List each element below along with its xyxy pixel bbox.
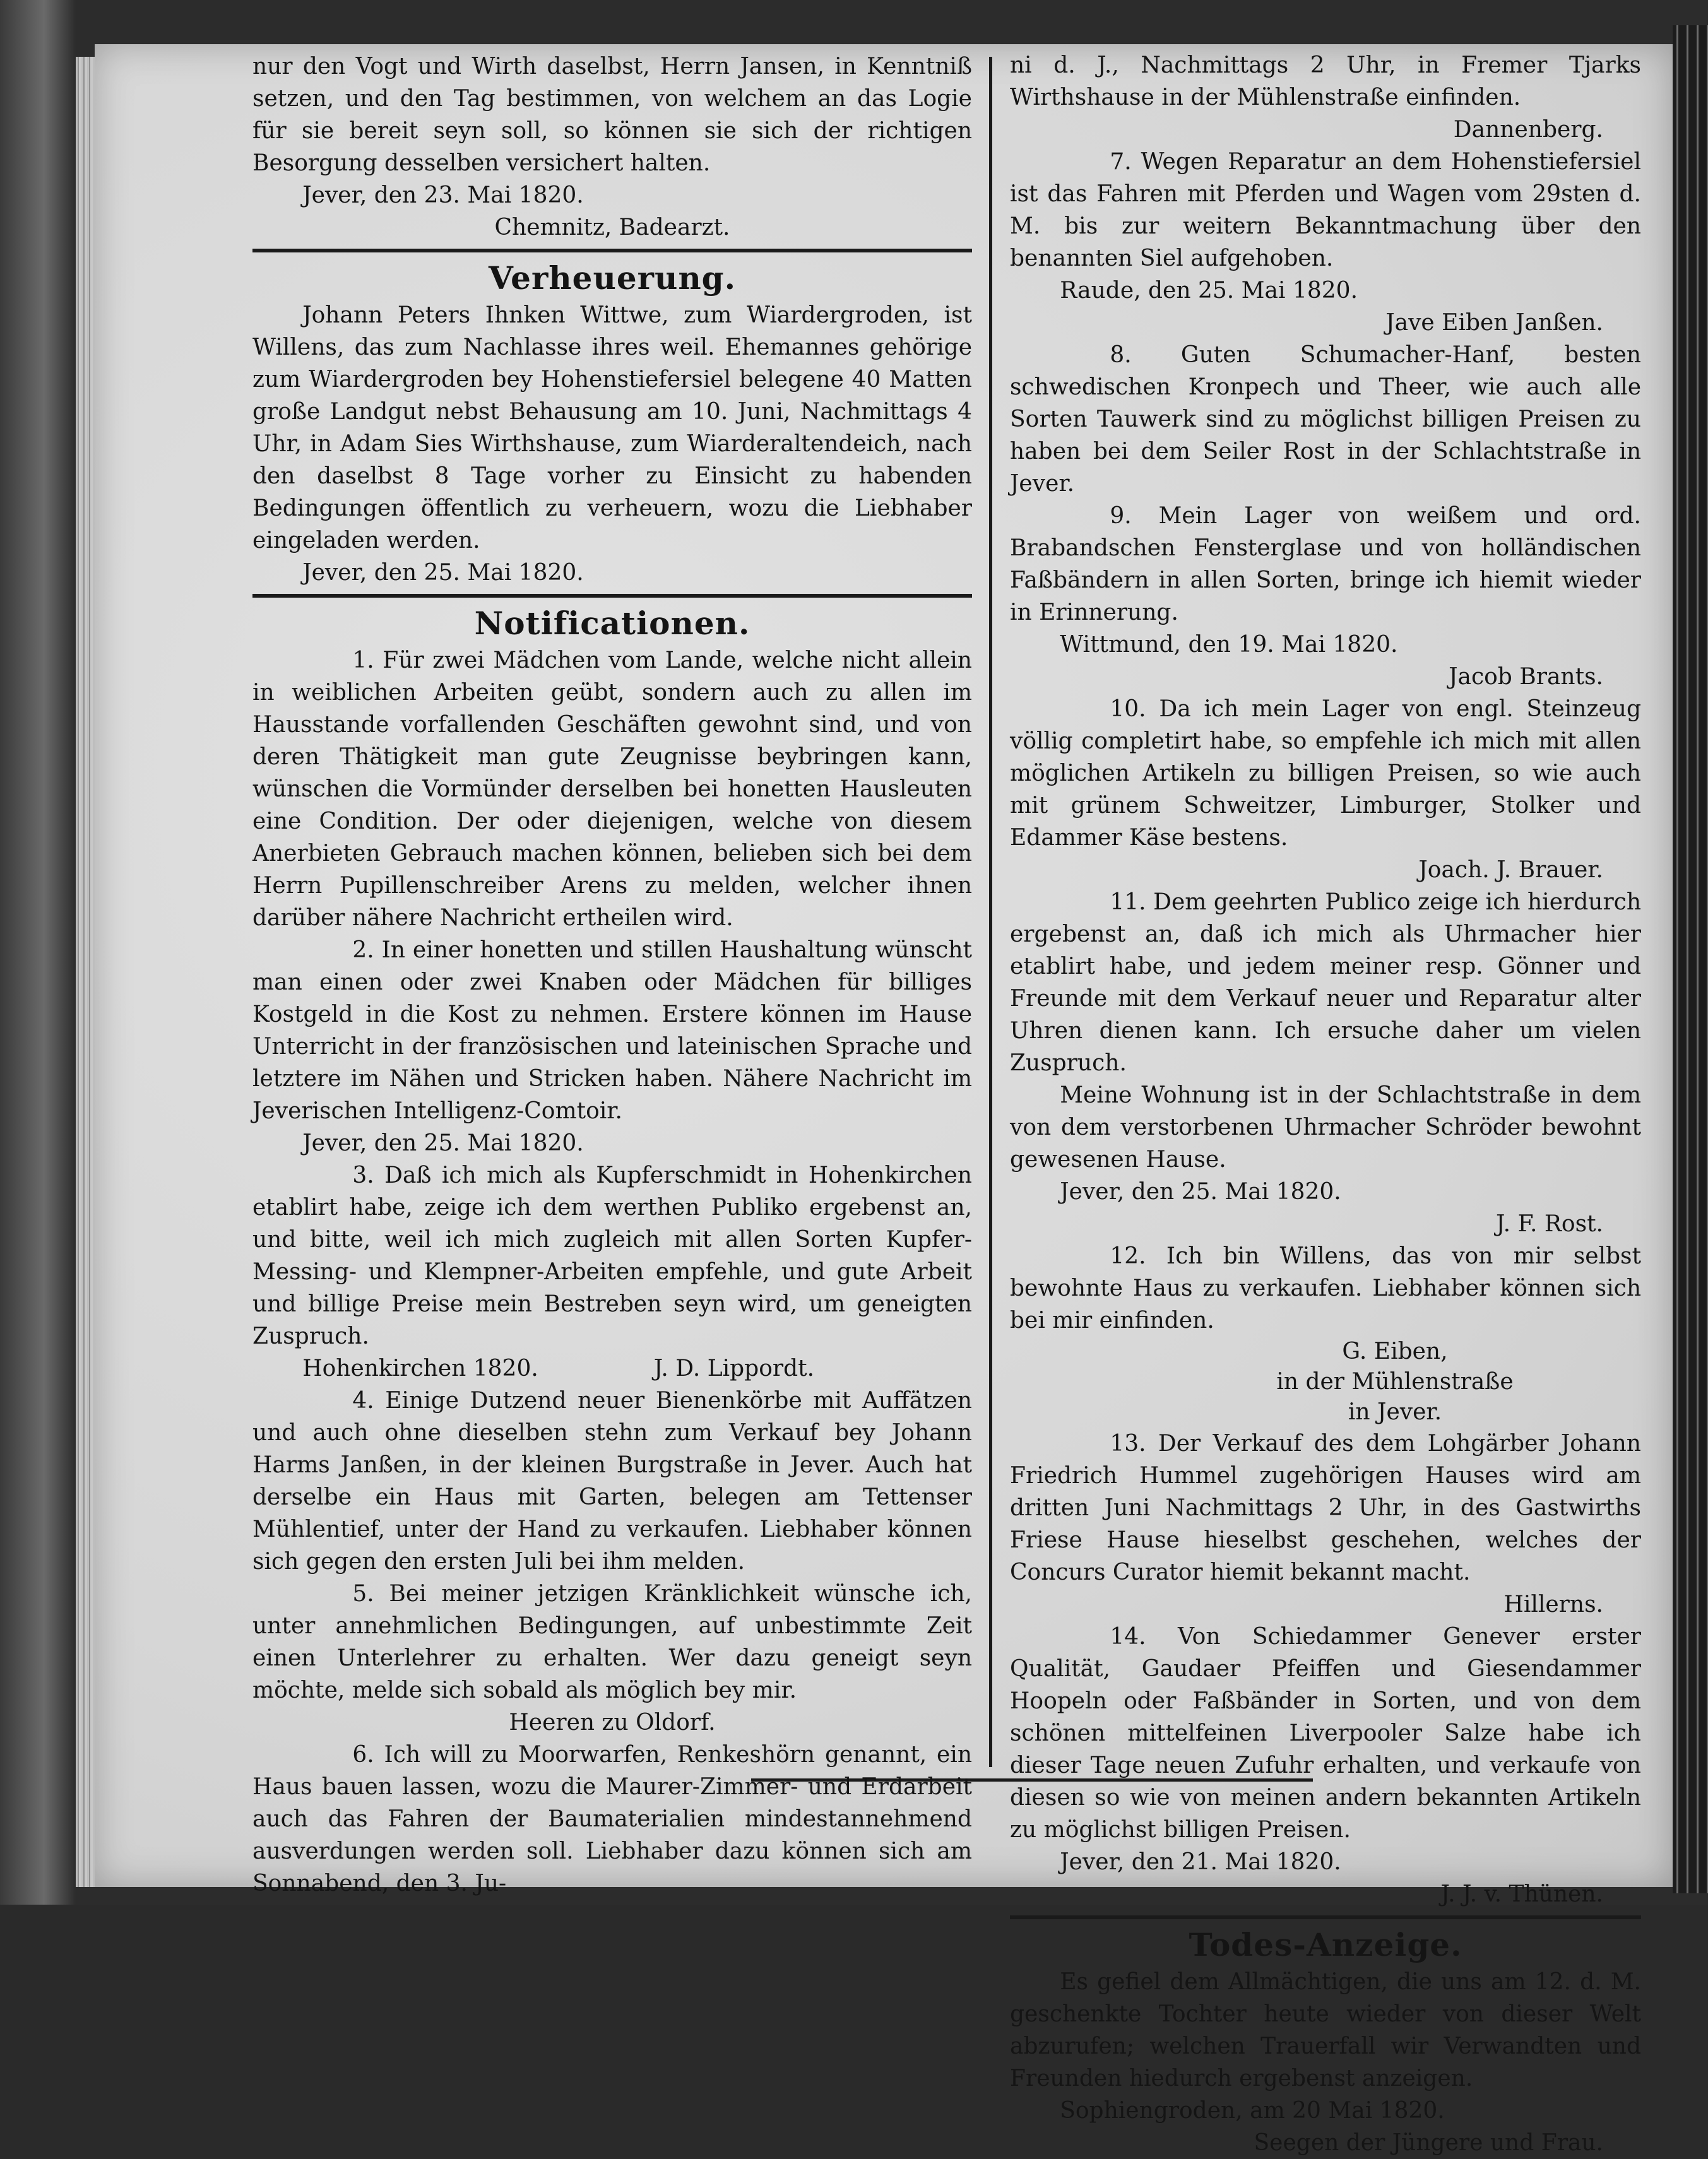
notice-3 <box>252 1159 972 1352</box>
notice-number: 2. <box>352 937 374 963</box>
notice-number: 1. <box>352 648 374 673</box>
notice-signature: J. J. v. Thünen. <box>1440 1881 1603 1907</box>
notice-signature-street: in der Mühlenstraße <box>1276 1369 1514 1395</box>
notice-5 <box>252 1578 972 1706</box>
notice-number: 11. <box>1110 889 1146 915</box>
section-rule <box>252 249 972 252</box>
notice-text: Wegen Reparatur an dem Hohenstiefersiel ist das Fahren mit Pferden und Wagen vom 29sten d. M. bis zur weitern Bekanntmachung über den benannten Siel aufgehoben. <box>1010 149 1641 271</box>
notice-number: 4. <box>352 1388 374 1414</box>
notice-4 <box>252 1385 972 1578</box>
notice-number: 10. <box>1110 696 1146 722</box>
notice-1 <box>252 644 972 934</box>
verheuerung-heading: Verheuerung. <box>488 259 737 297</box>
notice-text: Guten Schumacher-Hanf, besten schwedischen Kronpech und Theer, wie auch alle Sorten Tauwerk sind zu möglichst billigen Preisen zu haben bei dem Seiler Rost in der Schlachtstraße in Jever. <box>1010 342 1641 497</box>
notice-date-and-sign <box>252 1352 972 1385</box>
notice-signature: Jave Eiben Janßen. <box>1385 310 1603 336</box>
notifications-heading: Notificationen. <box>474 605 750 642</box>
notice-text: Einige Dutzend neuer Bienenkörbe mit Auffätzen und auch ohne dieselben stehn zum Verkauf bey Johann Harms Janßen, in der kleinen Burgstraße in Jever. Auch hat derselbe ein Haus mit Garten, belegen am Tettenser Mühlentief, unter der Hand zu verkaufen. Liebhaber können sich gegen den ersten Juli bei ihm melden. <box>252 1388 972 1575</box>
notice-signature: J. D. Lippordt. <box>653 1356 815 1381</box>
notice-text: Für zwei Mädchen vom Lande, welche nicht allein in weiblichen Arbeiten geübt, sondern auch zu allen im Hausstande vorfallenden Geschäften gewohnt sind, und von deren Thätigkeit man gute Zeugnisse beybringen kann, wünschen die Vormünder derselben bei honetten Hausleuten eine Condition. Der oder diejenigen, welche von diesem Anerbieten Gebrauch machen können, belieben sich bei dem Herrn Pupillenschreiber Arens zu melden, welcher ihnen darüber nähere Nachricht ertheilen wird. <box>252 648 972 931</box>
notice-9 <box>1010 500 1641 629</box>
notice-text: Bei meiner jetzigen Kränklichkeit wünsche ich, unter annehmlichen Bedingungen, auf unbestimmte Zeit einen Unterlehrer zu erhalten. Wer dazu geneigt seyn möchte, melde sich sobald als möglich bey mir. <box>252 1581 972 1703</box>
notice-number: 8. <box>1110 342 1132 368</box>
notice-signature: J. F. Rost. <box>1496 1211 1603 1237</box>
notice-date: Hohenkirchen 1820. <box>302 1356 538 1381</box>
notice-signature: Heeren zu Oldorf. <box>509 1710 716 1736</box>
notice-text: Ich bin Willens, das von mir selbst bewohnte Haus zu verkaufen. Liebhaber können sich bei mir einfinden. <box>1010 1243 1641 1334</box>
notice-signature-town: in Jever. <box>1348 1399 1442 1425</box>
notice-number: 6. <box>352 1742 374 1768</box>
notice-text: Da ich mein Lager von engl. Steinzeug völlig completirt habe, so empfehle ich mich mit allen möglichen Artikeln zu billigen Preisen, so wie auch mit grünem Schweitzer, Limburger, Stolker und Edammer Käse bestens. <box>1010 696 1641 851</box>
left-column <box>252 50 972 1900</box>
notice-7 <box>1010 146 1641 275</box>
top-note-signature: Chemnitz, Badearzt. <box>494 215 730 240</box>
notice-8 <box>1010 339 1641 500</box>
notice-signature: Joach. J. Brauer. <box>1418 857 1603 883</box>
notice-number: 14. <box>1110 1624 1146 1650</box>
notice-number: 9. <box>1110 503 1132 529</box>
notice-date: Jever, den 25. Mai 1820. <box>1060 1179 1341 1205</box>
notice-date: Jever, den 21. Mai 1820. <box>1060 1849 1341 1875</box>
top-note-date: Jever, den 23. Mai 1820. <box>302 182 584 208</box>
notice-date: Jever, den 25. Mai 1820. <box>302 1130 584 1156</box>
notice-2 <box>252 934 972 1127</box>
column-divider <box>989 57 992 1767</box>
notice-6 <box>252 1739 972 1900</box>
notice-date: Raude, den 25. Mai 1820. <box>1060 278 1358 304</box>
notice-text: Ich will zu Moorwarfen, Renkeshörn genannt, ein Haus bauen lassen, wozu die Maurer-Zimmer- und Erdarbeit auch das Fahren der Baumaterialien mindestannehmend ausverdungen werden soll. Liebhaber dazu können sich am Sonnabend, den 3. Ju- <box>252 1742 972 1896</box>
notice-number: 13. <box>1110 1431 1146 1457</box>
notice-text: Von Schiedammer Genever erster Qualität, Gaudaer Pfeiffen und Giesendammer Hoopeln oder Faßbänder in Sorten, und von dem schönen mittelfeinen Liverpooler Salze habe ich dieser Tage neuen Zufuhr erhalten, und verkaufe von diesen so wie von meinen andern bekannten Artikeln zu möglichst billigen Preisen. <box>1010 1624 1641 1843</box>
notice-number: 7. <box>1110 149 1132 175</box>
notice-text: Der Verkauf des dem Lohgärber Johann Friedrich Hummel zugehörigen Hauses wird am dritten Juni Nachmittags 2 Uhr, in des Gastwirths Friese Hause hieselbst geschehen, welches der Concurs Curator hiemit bekannt macht. <box>1010 1431 1641 1585</box>
notice-text: Mein Lager von weißem und ord. Brabandschen Fensterglase und von holländischen Faßbändern in allen Sorten, bringe ich hiemit wieder in Erinnerung. <box>1010 503 1641 625</box>
notice-6-continued: ni d. J., Nachmittags 2 Uhr, in Fremer Tjarks Wirthshause in der Mühlenstraße einfinden. <box>1010 52 1641 110</box>
right-column <box>1010 49 1641 2159</box>
notice-text: Dem geehrten Publico zeige ich hierdurch ergebenst an, daß ich mich als Uhrmacher hier etablirt habe, und jedem meiner resp. Gönner und Freunde mit dem Verkauf neuer und Reparatur alter Uhren dienen kann. Ich ersuche daher um vielen Zuspruch. <box>1010 889 1642 1076</box>
notice-text: In einer honetten und stillen Haushaltung wünscht man einen oder zwei Knaben oder Mädchen für billiges Kostgeld in die Kost zu nehmen. Erstere können im Hause Unterricht in der französischen und lateinischen Sprache und letztere im Nähen und Stricken haben. Nähere Nachricht im Jeverischen Intelligenz-Comtoir. <box>252 937 972 1124</box>
verheuerung-date: Jever, den 25. Mai 1820. <box>302 560 584 586</box>
notice-signature: Jacob Brants. <box>1449 664 1603 690</box>
notice-14 <box>1010 1621 1641 1846</box>
verheuerung-text: Johann Peters Ihnken Wittwe, zum Wiardergroden, ist Willens, das zum Nachlasse ihres weil. Ehemannes gehörige zum Wiardergroden bey Hohenstiefersiel belegene 40 Matten große Landgut nebst Behausung am 10. Juni, Nachmittags 4 Uhr, in Adam Sies Wirthshause, zum Wiarderaltendeich, nach den daselbst 8 Tage vorher zu Einsicht zu habenden Bedingungen öffentlich zu verheuern, wozu die Liebhaber eingeladen werden. <box>252 302 972 553</box>
notice-number: 3. <box>352 1162 374 1188</box>
death-notice-text: Es gefiel dem Allmächtigen, die uns am 12. d. M. geschenkte Tochter heute wieder von dieser Welt abzurufen; welchen Trauerfall wir Verwandten und Freunden hiedurch ergebenst anzeigen. <box>1010 1969 1641 2091</box>
notice-12 <box>1010 1240 1641 1337</box>
notice-text-continued: Meine Wohnung ist in der Schlachtstraße in dem von dem verstorbenen Uhrmacher Schröder bewohnt gewesenen Hause. <box>1010 1082 1641 1173</box>
book-binding-edge <box>1673 25 1708 1893</box>
death-notice-date: Sophiengroden, am 20 Mai 1820. <box>1060 2098 1445 2124</box>
notice-signature: Hillerns. <box>1503 1592 1603 1618</box>
notice-text: Daß ich mich als Kupferschmidt in Hohenkirchen etablirt habe, zeige ich dem werthen Publiko ergebenst an, und bitte, weil ich mich zugleich mit allen Sorten Kupfer-Messing- und Klempner-Arbeiten empfehle, und gute Arbeit und billige Preise mein Bestreben seyn wird, um geneigten Zuspruch. <box>252 1162 972 1349</box>
notice-signature-name: G. Eiben, <box>1342 1339 1448 1364</box>
section-rule <box>1010 1915 1641 1919</box>
notice-number: 5. <box>352 1581 374 1607</box>
notice-date: Wittmund, den 19. Mai 1820. <box>1060 632 1398 658</box>
notice-signature: Dannenberg. <box>1453 117 1603 143</box>
notice-13 <box>1010 1428 1641 1588</box>
notice-10 <box>1010 693 1641 854</box>
notice-number: 12. <box>1110 1243 1146 1269</box>
top-note-text: nur den Vogt und Wirth daselbst, Herrn Jansen, in Kenntniß setzen, und den Tag bestimmen, von welchem an das Logie für sie bereit seyn soll, so können sie sich der richtigen Besorgung desselben versichert halten. <box>252 54 972 176</box>
notice-11 <box>1010 886 1641 1079</box>
death-notice-heading: Todes-Anzeige. <box>1189 1926 1462 1963</box>
section-rule <box>252 594 972 598</box>
death-notice-signature: Seegen der Jüngere und Frau. <box>1254 2130 1603 2156</box>
